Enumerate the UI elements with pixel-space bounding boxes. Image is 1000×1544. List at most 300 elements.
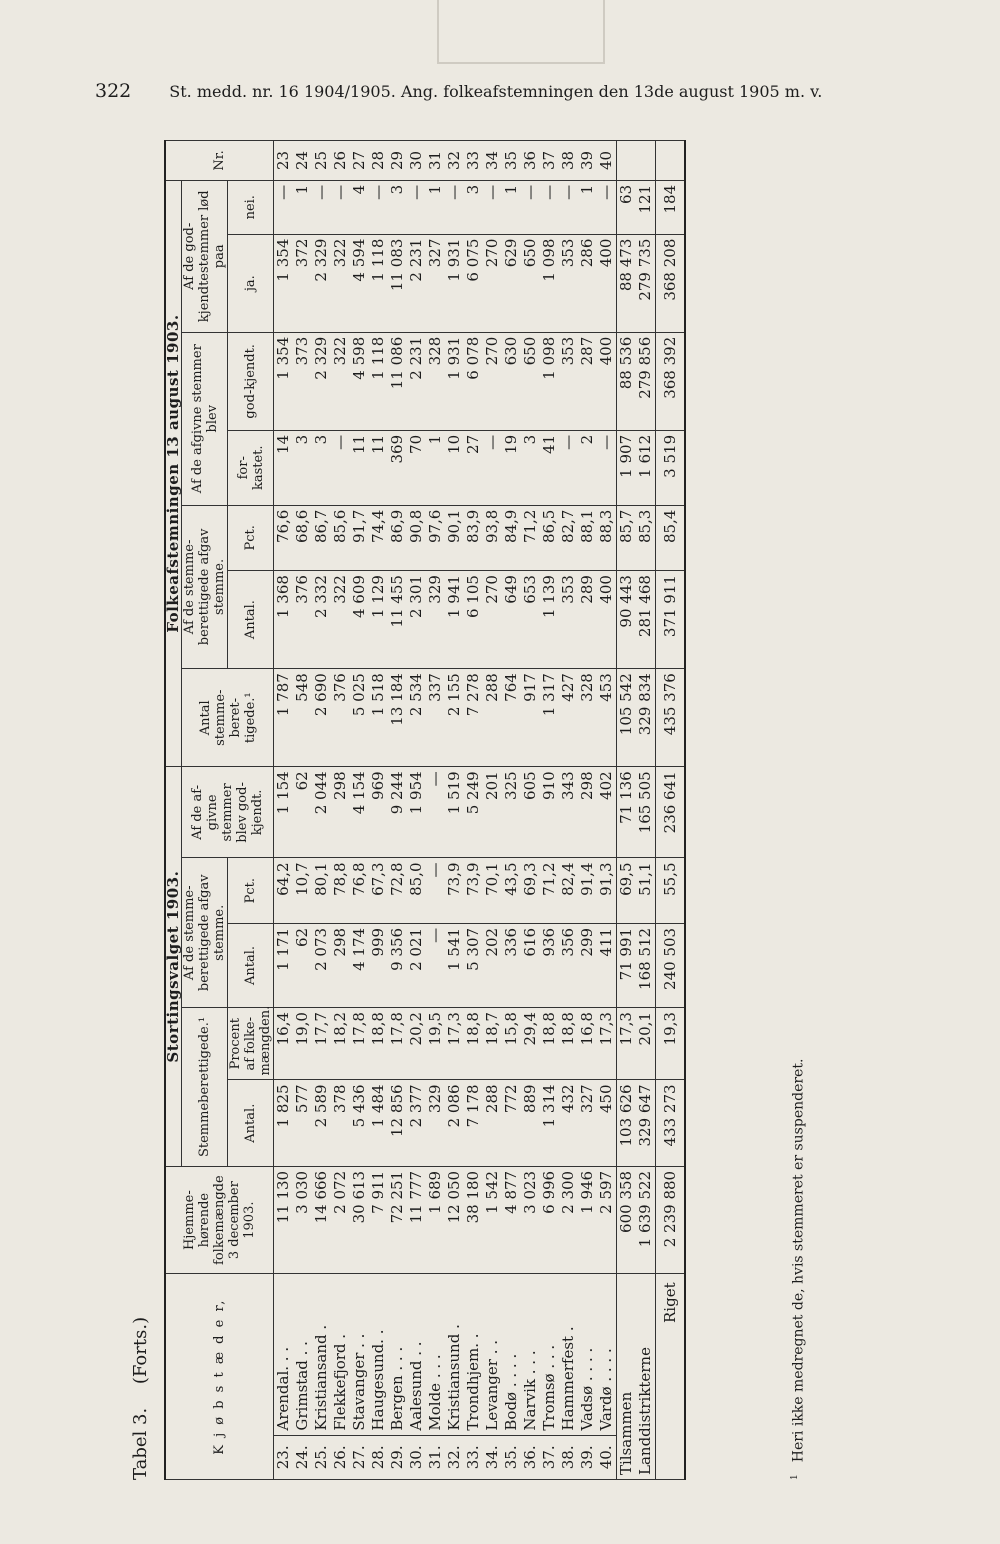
cell-af_antal: 356 bbox=[559, 923, 578, 1007]
cell-st_antal: 889 bbox=[521, 1080, 540, 1166]
total-row bbox=[656, 141, 686, 1480]
cell-fa_antal: 2 332 bbox=[312, 571, 331, 669]
cell-godkjendt: 1 098 bbox=[540, 332, 559, 430]
cell-nei: 1 bbox=[578, 180, 597, 234]
cell-ja: 322 bbox=[331, 234, 350, 332]
cell-godkjendt: 1 931 bbox=[445, 332, 464, 430]
town-name: Vadsø . . . . bbox=[578, 1274, 597, 1435]
cell-st_pct: 18,8 bbox=[540, 1008, 559, 1080]
cell-af_antal: 336 bbox=[502, 923, 521, 1007]
cell-nei: 1 bbox=[502, 180, 521, 234]
cell-af_pct: 78,8 bbox=[331, 858, 350, 923]
town-name: Flekkefjord . bbox=[331, 1274, 350, 1435]
cell-st_pct: 17,3 bbox=[597, 1008, 617, 1080]
cell-af_pct: 10,7 bbox=[293, 858, 312, 923]
cell-folk: 1 542 bbox=[483, 1166, 502, 1273]
table-row bbox=[369, 141, 388, 1480]
cell-folk: 1 639 522 bbox=[636, 1166, 656, 1273]
header-afgav-stemme: Af de stemme-berettigede afgav stemme. bbox=[182, 858, 228, 1008]
header-antal-afgav: Antal. bbox=[228, 923, 274, 1007]
cell-fa_antal: 649 bbox=[502, 571, 521, 669]
row-number: 33. bbox=[464, 1435, 483, 1479]
cell-fa_antal: 289 bbox=[578, 571, 597, 669]
cell-fa_berettigede: 105 542 bbox=[617, 669, 637, 767]
cell-forkastet: 11 bbox=[369, 430, 388, 505]
cell-fa_pct: 74,4 bbox=[369, 505, 388, 570]
cell-fa_pct: 90,1 bbox=[445, 505, 464, 570]
cell-af_pct: 43,5 bbox=[502, 858, 521, 923]
cell-af_pct: 51,1 bbox=[636, 858, 656, 923]
town-name: Molde . . . bbox=[426, 1274, 445, 1435]
cell-nei: 184 bbox=[656, 180, 686, 234]
cell-fa_antal: 11 455 bbox=[388, 571, 407, 669]
cell-af_antal: 62 bbox=[293, 923, 312, 1007]
cell-forkastet: 41 bbox=[540, 430, 559, 505]
cell-fa_antal: 329 bbox=[426, 571, 445, 669]
table-row bbox=[559, 141, 578, 1480]
header-godkjendt-2: god-kjendt. bbox=[228, 332, 274, 430]
cell-godkjendt: 630 bbox=[502, 332, 521, 430]
cell-folk: 2 597 bbox=[597, 1166, 617, 1273]
cell-fa_berettigede: 376 bbox=[331, 669, 350, 767]
cell-af_antal: 2 073 bbox=[312, 923, 331, 1007]
cell-folk: 6 996 bbox=[540, 1166, 559, 1273]
cell-forkastet: 27 bbox=[464, 430, 483, 505]
cell-ja: 2 329 bbox=[312, 234, 331, 332]
cell-folk: 2 239 880 bbox=[656, 1166, 686, 1273]
cell-st_pct: 18,8 bbox=[369, 1008, 388, 1080]
cell-folk: 4 877 bbox=[502, 1166, 521, 1273]
cell-af_antal: 411 bbox=[597, 923, 617, 1007]
cell-forkastet: 10 bbox=[445, 430, 464, 505]
cell-godkj: 910 bbox=[540, 767, 559, 858]
header-antal: Antal. bbox=[228, 1080, 274, 1166]
cell-st_pct: 29,4 bbox=[521, 1008, 540, 1080]
header-pct: Pct. bbox=[228, 858, 274, 923]
table-body bbox=[274, 141, 686, 1480]
town-name: Trondhjem. . bbox=[464, 1274, 483, 1435]
row-number-right: 34 bbox=[483, 141, 502, 181]
cell-fa_antal: 371 911 bbox=[656, 571, 686, 669]
cell-st_pct: 17,3 bbox=[445, 1008, 464, 1080]
cell-folk: 1 689 bbox=[426, 1166, 445, 1273]
cell-godkjendt: 287 bbox=[578, 332, 597, 430]
cell-fa_berettigede: 548 bbox=[293, 669, 312, 767]
cell-af_antal: 936 bbox=[540, 923, 559, 1007]
town-name: Stavanger . . bbox=[350, 1274, 369, 1435]
cell-godkjendt: 400 bbox=[597, 332, 617, 430]
cell-fa_pct: 86,7 bbox=[312, 505, 331, 570]
library-stamp bbox=[437, 0, 605, 64]
row-number-right: 25 bbox=[312, 141, 331, 181]
cell-godkj: 236 641 bbox=[656, 767, 686, 858]
cell-folk: 600 358 bbox=[617, 1166, 637, 1273]
table-row bbox=[312, 141, 331, 1480]
cell-forkastet: 3 bbox=[293, 430, 312, 505]
cell-forkastet: 3 bbox=[521, 430, 540, 505]
cell-fa_pct: 91,7 bbox=[350, 505, 369, 570]
row-number: 40. bbox=[597, 1435, 617, 1479]
cell-folk: 7 911 bbox=[369, 1166, 388, 1273]
cell-godkjendt: 373 bbox=[293, 332, 312, 430]
row-number-right: 26 bbox=[331, 141, 350, 181]
cell-af_antal: 168 512 bbox=[636, 923, 656, 1007]
header-afgav-stemme-2: Af de stemme-berettigede afgav stemme. bbox=[182, 505, 228, 669]
footnote bbox=[790, 1059, 807, 1480]
cell-ja: 4 594 bbox=[350, 234, 369, 332]
cell-ja: 372 bbox=[293, 234, 312, 332]
cell-st_antal: 327 bbox=[578, 1080, 597, 1166]
header-lod-paa: Af de god-kjendtestemmer lød paa bbox=[182, 180, 228, 332]
cell-fa_pct: 83,9 bbox=[464, 505, 483, 570]
cell-af_pct: 71,2 bbox=[540, 858, 559, 923]
cell-nei: — bbox=[331, 180, 350, 234]
cell-forkastet: 1 bbox=[426, 430, 445, 505]
cell-ja: 1 118 bbox=[369, 234, 388, 332]
cell-folk: 1 946 bbox=[578, 1166, 597, 1273]
header-antal-stemmeberettigede: Antal stemme-beret-tigede.¹ bbox=[182, 669, 274, 767]
subtotal-row bbox=[636, 141, 656, 1480]
header-pct-2: Pct. bbox=[228, 505, 274, 570]
cell-st_pct: 20,1 bbox=[636, 1008, 656, 1080]
table-row bbox=[445, 141, 464, 1480]
cell-st_antal: 103 626 bbox=[617, 1080, 637, 1166]
page-number: 322 bbox=[95, 80, 132, 102]
cell-st_antal: 1 484 bbox=[369, 1080, 388, 1166]
row-number-right: 28 bbox=[369, 141, 388, 181]
cell-godkj: 9 244 bbox=[388, 767, 407, 858]
cell-ja: 6 075 bbox=[464, 234, 483, 332]
cell-godkj: 165 505 bbox=[636, 767, 656, 858]
cell-st_antal: 288 bbox=[483, 1080, 502, 1166]
table-row bbox=[293, 141, 312, 1480]
cell-fa_berettigede: 288 bbox=[483, 669, 502, 767]
table-caption-suffix: (Forts.) bbox=[130, 1316, 151, 1385]
row-number-right bbox=[617, 141, 637, 181]
cell-fa_pct: 97,6 bbox=[426, 505, 445, 570]
town-name: Vardø . . . . bbox=[597, 1274, 617, 1435]
row-number-right: 32 bbox=[445, 141, 464, 181]
cell-godkj: 605 bbox=[521, 767, 540, 858]
subtotal-name: Tilsammen bbox=[617, 1274, 637, 1480]
cell-st_antal: 329 647 bbox=[636, 1080, 656, 1166]
cell-ja: 327 bbox=[426, 234, 445, 332]
town-name: Kristiansand . bbox=[312, 1274, 331, 1435]
cell-folk: 3 030 bbox=[293, 1166, 312, 1273]
cell-st_antal: 12 856 bbox=[388, 1080, 407, 1166]
cell-af_pct: 91,3 bbox=[597, 858, 617, 923]
cell-forkastet: — bbox=[331, 430, 350, 505]
table-row bbox=[483, 141, 502, 1480]
cell-godkjendt: 650 bbox=[521, 332, 540, 430]
cell-st_antal: 432 bbox=[559, 1080, 578, 1166]
cell-fa_berettigede: 328 bbox=[578, 669, 597, 767]
cell-st_antal: 378 bbox=[331, 1080, 350, 1166]
cell-folk: 11 130 bbox=[274, 1166, 294, 1273]
town-name: Tromsø . . . bbox=[540, 1274, 559, 1435]
row-number: 30. bbox=[407, 1435, 426, 1479]
table-row bbox=[540, 141, 559, 1480]
table-caption-label: Tabel 3. bbox=[130, 1407, 151, 1480]
row-number: 32. bbox=[445, 1435, 464, 1479]
cell-folk: 2 300 bbox=[559, 1166, 578, 1273]
cell-folk: 30 613 bbox=[350, 1166, 369, 1273]
table-row bbox=[388, 141, 407, 1480]
row-number: 26. bbox=[331, 1435, 350, 1479]
table-caption bbox=[130, 1317, 160, 1480]
cell-fa_antal: 353 bbox=[559, 571, 578, 669]
cell-fa_antal: 400 bbox=[597, 571, 617, 669]
cell-st_antal: 2 086 bbox=[445, 1080, 464, 1166]
header-godkjendt: Af de af-givne stemmer blev god-kjendt. bbox=[182, 767, 274, 858]
cell-af_pct: 55,5 bbox=[656, 858, 686, 923]
header-nei: nei. bbox=[228, 180, 274, 234]
cell-af_antal: 298 bbox=[331, 923, 350, 1007]
cell-godkjendt: 1 354 bbox=[274, 332, 294, 430]
cell-st_pct: 19,0 bbox=[293, 1008, 312, 1080]
cell-st_pct: 18,8 bbox=[559, 1008, 578, 1080]
cell-fa_antal: 322 bbox=[331, 571, 350, 669]
cell-af_antal: 202 bbox=[483, 923, 502, 1007]
cell-fa_antal: 376 bbox=[293, 571, 312, 669]
header-afgivne-blev: Af de afgivne stemmer blev bbox=[182, 332, 228, 505]
cell-af_pct: 67,3 bbox=[369, 858, 388, 923]
cell-ja: 353 bbox=[559, 234, 578, 332]
cell-ja: 270 bbox=[483, 234, 502, 332]
cell-st_pct: 16,8 bbox=[578, 1008, 597, 1080]
cell-st_antal: 577 bbox=[293, 1080, 312, 1166]
cell-fa_berettigede: 427 bbox=[559, 669, 578, 767]
cell-godkj: 2 044 bbox=[312, 767, 331, 858]
cell-st_pct: 17,7 bbox=[312, 1008, 331, 1080]
cell-nei: — bbox=[559, 180, 578, 234]
cell-af_pct: 69,5 bbox=[617, 858, 637, 923]
town-name: Arendal. . . bbox=[274, 1274, 294, 1435]
cell-st_antal: 772 bbox=[502, 1080, 521, 1166]
table-row bbox=[502, 141, 521, 1480]
header-stortingsvalget: Stortingsvalget 1903. bbox=[165, 767, 182, 1167]
cell-st_pct: 16,4 bbox=[274, 1008, 294, 1080]
cell-godkjendt: 353 bbox=[559, 332, 578, 430]
cell-forkastet: 3 bbox=[312, 430, 331, 505]
cell-af_antal: 1 171 bbox=[274, 923, 294, 1007]
cell-godkjendt: 2 329 bbox=[312, 332, 331, 430]
cell-fa_pct: 85,3 bbox=[636, 505, 656, 570]
cell-st_pct: 15,8 bbox=[502, 1008, 521, 1080]
town-name: Haugesund. . bbox=[369, 1274, 388, 1435]
cell-fa_berettigede: 2 690 bbox=[312, 669, 331, 767]
cell-fa_antal: 1 129 bbox=[369, 571, 388, 669]
cell-st_antal: 2 377 bbox=[407, 1080, 426, 1166]
table-row bbox=[274, 141, 294, 1480]
cell-godkjendt: 328 bbox=[426, 332, 445, 430]
cell-nei: 4 bbox=[350, 180, 369, 234]
cell-godkjendt: 4 598 bbox=[350, 332, 369, 430]
cell-ja: 400 bbox=[597, 234, 617, 332]
cell-st_antal: 450 bbox=[597, 1080, 617, 1166]
cell-godkj: 71 136 bbox=[617, 767, 637, 858]
cell-godkjendt: 368 392 bbox=[656, 332, 686, 430]
town-name: Kristiansund . bbox=[445, 1274, 464, 1435]
cell-forkastet: 3 519 bbox=[656, 430, 686, 505]
row-number-right: 40 bbox=[597, 141, 617, 181]
cell-st_pct: 17,3 bbox=[617, 1008, 637, 1080]
cell-nei: — bbox=[274, 180, 294, 234]
cell-ja: 88 473 bbox=[617, 234, 637, 332]
cell-ja: 650 bbox=[521, 234, 540, 332]
cell-af_antal: 2 021 bbox=[407, 923, 426, 1007]
row-number-right: 38 bbox=[559, 141, 578, 181]
row-number: 25. bbox=[312, 1435, 331, 1479]
cell-nei: — bbox=[445, 180, 464, 234]
cell-fa_berettigede: 1 317 bbox=[540, 669, 559, 767]
cell-fa_pct: 84,9 bbox=[502, 505, 521, 570]
row-number: 23. bbox=[274, 1435, 294, 1479]
cell-st_pct: 20,2 bbox=[407, 1008, 426, 1080]
cell-af_pct: 70,1 bbox=[483, 858, 502, 923]
cell-forkastet: 1 907 bbox=[617, 430, 637, 505]
row-number: 34. bbox=[483, 1435, 502, 1479]
cell-fa_antal: 281 468 bbox=[636, 571, 656, 669]
cell-godkjendt: 270 bbox=[483, 332, 502, 430]
cell-fa_berettigede: 2 155 bbox=[445, 669, 464, 767]
cell-af_pct: 80,1 bbox=[312, 858, 331, 923]
header-forkastet: for-kastet. bbox=[228, 430, 274, 505]
cell-godkj: 201 bbox=[483, 767, 502, 858]
cell-fa_pct: 85,7 bbox=[617, 505, 637, 570]
cell-st_pct: 17,8 bbox=[350, 1008, 369, 1080]
cell-af_pct: 76,8 bbox=[350, 858, 369, 923]
cell-st_antal: 329 bbox=[426, 1080, 445, 1166]
cell-af_pct: 85,0 bbox=[407, 858, 426, 923]
cell-fa_pct: 68,6 bbox=[293, 505, 312, 570]
cell-af_antal: 299 bbox=[578, 923, 597, 1007]
cell-af_antal: 71 991 bbox=[617, 923, 637, 1007]
cell-fa_pct: 71,2 bbox=[521, 505, 540, 570]
cell-folk: 14 666 bbox=[312, 1166, 331, 1273]
cell-nei: — bbox=[369, 180, 388, 234]
row-number: 24. bbox=[293, 1435, 312, 1479]
cell-folk: 3 023 bbox=[521, 1166, 540, 1273]
row-number-right bbox=[656, 141, 686, 181]
cell-st_antal: 5 436 bbox=[350, 1080, 369, 1166]
row-number-right: 36 bbox=[521, 141, 540, 181]
subtotal-row bbox=[617, 141, 637, 1480]
cell-fa_berettigede: 329 834 bbox=[636, 669, 656, 767]
cell-fa_pct: 85,4 bbox=[656, 505, 686, 570]
cell-af_antal: 4 174 bbox=[350, 923, 369, 1007]
cell-fa_berettigede: 7 278 bbox=[464, 669, 483, 767]
cell-fa_pct: 93,8 bbox=[483, 505, 502, 570]
cell-af_pct: — bbox=[426, 858, 445, 923]
cell-forkastet: 2 bbox=[578, 430, 597, 505]
cell-godkj: 1 154 bbox=[274, 767, 294, 858]
cell-godkj: 4 154 bbox=[350, 767, 369, 858]
cell-af_antal: 5 307 bbox=[464, 923, 483, 1007]
table-row bbox=[331, 141, 350, 1480]
cell-fa_antal: 2 301 bbox=[407, 571, 426, 669]
cell-nei: — bbox=[521, 180, 540, 234]
cell-fa_pct: 88,1 bbox=[578, 505, 597, 570]
footnote-mark: 1 bbox=[790, 1474, 800, 1480]
row-number: 29. bbox=[388, 1435, 407, 1479]
cell-fa_pct: 88,3 bbox=[597, 505, 617, 570]
cell-st_antal: 433 273 bbox=[656, 1080, 686, 1166]
row-number: 39. bbox=[578, 1435, 597, 1479]
cell-af_pct: 82,4 bbox=[559, 858, 578, 923]
cell-st_pct: 18,2 bbox=[331, 1008, 350, 1080]
row-number-right: 27 bbox=[350, 141, 369, 181]
cell-ja: 1 931 bbox=[445, 234, 464, 332]
row-number: 28. bbox=[369, 1435, 388, 1479]
cell-fa_pct: 86,5 bbox=[540, 505, 559, 570]
table-row bbox=[407, 141, 426, 1480]
cell-fa_pct: 90,8 bbox=[407, 505, 426, 570]
cell-ja: 279 735 bbox=[636, 234, 656, 332]
cell-godkj: 969 bbox=[369, 767, 388, 858]
cell-nei: 121 bbox=[636, 180, 656, 234]
cell-ja: 1 098 bbox=[540, 234, 559, 332]
cell-godkj: 62 bbox=[293, 767, 312, 858]
cell-fa_berettigede: 435 376 bbox=[656, 669, 686, 767]
cell-folk: 2 072 bbox=[331, 1166, 350, 1273]
cell-godkjendt: 322 bbox=[331, 332, 350, 430]
cell-godkjendt: 279 856 bbox=[636, 332, 656, 430]
cell-folk: 38 180 bbox=[464, 1166, 483, 1273]
cell-ja: 286 bbox=[578, 234, 597, 332]
cell-folk: 72 251 bbox=[388, 1166, 407, 1273]
cell-fa_antal: 653 bbox=[521, 571, 540, 669]
cell-af_pct: 69,3 bbox=[521, 858, 540, 923]
town-name: Bodø . . . . bbox=[502, 1274, 521, 1435]
cell-forkastet: — bbox=[559, 430, 578, 505]
subtotal-name: Landdistrikterne bbox=[636, 1274, 656, 1480]
row-number: 37. bbox=[540, 1435, 559, 1479]
header-folkemaengde: Hjemme-hørende folkemængde 3 december 1903. bbox=[165, 1166, 274, 1273]
running-title: St. medd. nr. 16 1904/1905. Ang. folkeafstemningen den 13de august 1905 m. v. bbox=[169, 82, 823, 101]
table-row bbox=[350, 141, 369, 1480]
row-number-right: 29 bbox=[388, 141, 407, 181]
header-kjobsteder: K j ø b s t æ d e r, bbox=[165, 1274, 274, 1480]
town-name: Hammerfest . bbox=[559, 1274, 578, 1435]
cell-fa_antal: 1 941 bbox=[445, 571, 464, 669]
cell-st_pct: 18,7 bbox=[483, 1008, 502, 1080]
cell-af_antal: 616 bbox=[521, 923, 540, 1007]
rotated-table-page bbox=[130, 140, 870, 1480]
row-number-right: 23 bbox=[274, 141, 294, 181]
header-folkeafstemningen: Folkeafstemningen 13 august 1903. bbox=[165, 180, 182, 766]
cell-st_antal: 1 314 bbox=[540, 1080, 559, 1166]
cell-fa_berettigede: 1 518 bbox=[369, 669, 388, 767]
statistics-table bbox=[164, 140, 686, 1480]
table-row bbox=[426, 141, 445, 1480]
row-number: 27. bbox=[350, 1435, 369, 1479]
cell-nei: 1 bbox=[293, 180, 312, 234]
row-number-right: 30 bbox=[407, 141, 426, 181]
header-procent: Procent af folke-mængden. bbox=[228, 1008, 274, 1080]
cell-godkj: 343 bbox=[559, 767, 578, 858]
town-name: Aalesund . . bbox=[407, 1274, 426, 1435]
header-nr: Nr. bbox=[165, 141, 274, 181]
statistics-table-wrapper bbox=[164, 140, 686, 1480]
cell-godkjendt: 2 231 bbox=[407, 332, 426, 430]
cell-fa_antal: 1 139 bbox=[540, 571, 559, 669]
cell-af_pct: 64,2 bbox=[274, 858, 294, 923]
town-name: Grimstad . . bbox=[293, 1274, 312, 1435]
cell-ja: 2 231 bbox=[407, 234, 426, 332]
cell-st_pct: 18,8 bbox=[464, 1008, 483, 1080]
cell-st_pct: 17,8 bbox=[388, 1008, 407, 1080]
